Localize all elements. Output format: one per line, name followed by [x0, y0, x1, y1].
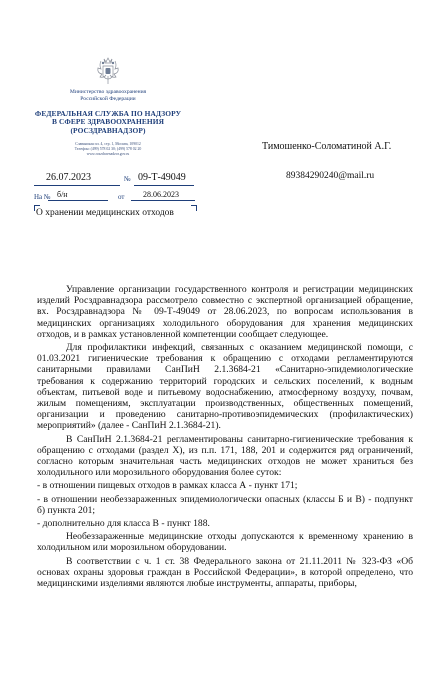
service-line: ФЕДЕРАЛЬНАЯ СЛУЖБА ПО НАДЗОРУ: [34, 109, 182, 118]
paragraph: Для профилактики инфекций, связанных с оказанием медицинской помощи, с 01.03.2021 гигиенические требования к обращению с отходами регламентируются санитарными правилами СанПиН 2.1.3684-21 «Санитарно-эпидемиологические требования к содержанию территорий городских и сельских поселений, к водным объектам, питьевой воде и питьевому водоснабжению, атмосферному воздуху, почвам, жилым помещениям, эксплуатации производственных, общественных помещений, организации и проведению санитарно-противоэпидемических (профилактических) мероприятий» (далее - СанПиН 2.1.3684-21).: [37, 342, 413, 432]
number-label: №: [124, 175, 131, 183]
subject-bracket-right: [191, 205, 197, 211]
paragraph: В соответствии с ч. 1 ст. 38 Федерального закона от 21.11.2011 № 323-ФЗ «Об основах охраны здоровья граждан в Российской Федерации», в которой определено, что медицинскими изделиями являются любые инструменты, аппараты, приборы,: [37, 555, 413, 590]
coat-of-arms-icon: [94, 57, 122, 86]
list-item: - дополнительно для класса В - пункт 188.: [37, 518, 210, 530]
website-line: www.roszdravnadzor.gov.ru: [86, 151, 130, 156]
reference-date: 28.06.2023: [143, 190, 179, 199]
list-item: - в отношении пищевых отходов в рамках класса А - пункт 171;: [37, 480, 298, 492]
list-item: - в отношении необеззараженных эпидемиологически опасных (классы Б и В) - подпункт б) пункта 201;: [37, 493, 413, 516]
service-line: (РОСЗДРАВНАДЗОР): [70, 125, 146, 135]
letter-body: [37, 284, 413, 591]
reference-label: На №: [34, 193, 51, 201]
address-line: Славянская пл. 4, стр. 1, Москва, 109012: [75, 142, 141, 146]
reference-number: б/н: [57, 190, 68, 199]
registration-date: 26.07.2023: [46, 172, 91, 183]
ministry-line: Министерство здравоохранения: [69, 89, 147, 95]
phone-line: Телефон: (499) 578 02 30; (499) 578 02 20: [74, 146, 142, 151]
date-underline: [34, 185, 120, 186]
registration-number: 09-Т-49049: [138, 172, 186, 183]
addressee-name: Тимошенко-Соломатиной А.Г.: [262, 141, 392, 152]
service-line: В СФЕРЕ ЗДРАВООХРАНЕНИЯ: [51, 117, 165, 127]
service-name: [30, 110, 186, 135]
ref-number-underline: [48, 200, 108, 201]
paragraph: Управление организации государственного контроля и регистрации медицинских изделий Росздравнадзора рассмотрело совместно с экспертной организацией обращение, вх. Росздравнадзора № 09-Т-49049 от 28.06.2023, по вопросам использования в медицинских организациях холодильного оборудования для хранения медицинских отходов, и в рамках установленной компетенции сообщает следующее.: [37, 284, 413, 340]
letter-subject: О хранении медицинских отходов: [36, 208, 174, 218]
paragraph: Необеззараженные медицинские отходы допускаются к временному хранению в холодильном или морозильном оборудовании.: [37, 531, 413, 554]
ministry-name: [58, 89, 158, 102]
ministry-line: Российской Федерации: [80, 95, 136, 102]
contact-info: [60, 142, 156, 157]
paragraph: В СанПиН 2.1.3684-21 регламентированы санитарно-гигиенические требования к обращению с отходами (раздел X), из п.п. 171, 188, 201 и содержится ряд ограничений, согласно которым значительная часть медицинских отходов не может храниться без холодильного или морозильного оборудования более суток:: [37, 433, 413, 479]
reference-from-label: от: [118, 193, 125, 201]
addressee-email: 89384290240@mail.ru: [286, 171, 375, 181]
number-underline: [134, 185, 194, 186]
ref-date-underline: [131, 200, 195, 201]
